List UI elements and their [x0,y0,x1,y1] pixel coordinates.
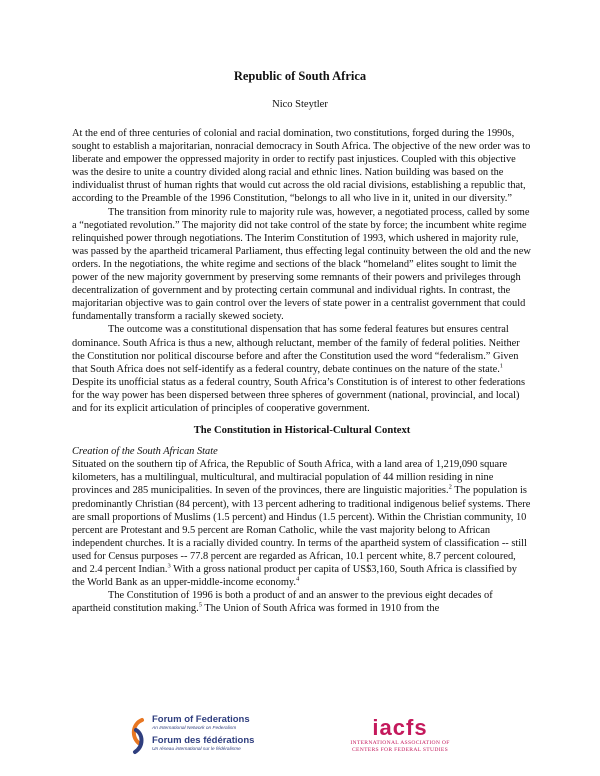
forum-logo-english-tagline: An International Network on Federalism [152,726,237,731]
document-title: Republic of South Africa [233,69,367,83]
page-footer [0,714,600,774]
paragraph-situation [72,458,532,589]
paragraph-situation-text-a: Situated on the southern tip of Africa, the Republic of South Africa, with a land area of 1,219,090 square kilometers, has a multilingual, multicultural, and multiracial population of 44 million residing in nine provinces and 285 municipalities. In seven of the provinces, there are linguistic majorities. [72,459,508,497]
paragraph-constitution-1996 [72,589,532,615]
forum-of-federations-logo [128,714,278,758]
paragraph-constitution-text-b: The Union of South Africa was formed in 1910 from the [201,603,440,615]
paragraph-transition: The transition from minority rule to majority rule was, however, a negotiated process, called by some a “negotiated revolution.” The majority did not take control of the state by force; the incumbent white regime relinquished power through negotiations. The Interim Constitution of 1993, which ushered in majority rule, was passed by the apartheid tricameral Parliament, thus effecting legal continuity between the old and the new orders. In the negotiations, the white regime and sections of the black “homeland” elites sought to limit the power of the new majority government by preserving some remnants of their powers and privileges through decentralization of government and by protecting certain communal and individual rights. In contrast, the majoritarian objective was to gain control over the levers of state power in a centralist government that could fundamentally transform a racially skewed society. [72,206,531,323]
paragraph-outcome [72,323,532,415]
section-heading: The Constitution in Historical-Cultural Context [193,425,411,437]
iacfs-logo-subtitle-2: CENTERS FOR FEDERAL STUDIES [351,747,448,753]
forum-logo-french-tagline: Un réseau international sur le fédéralisme [152,747,241,752]
footnote-ref-2[interactable]: 2 [448,483,452,491]
paragraph-outcome-text-b: Despite its unofficial status as a federal country, South Africa’s Constitution is of interest to other federations for the way power has been dispersed between three spheres of government (national, provincial, and local) and for its explicit articulation of principles of cooperative government. [72,376,526,414]
iacfs-logo-subtitle-1: INTERNATIONAL ASSOCIATION OF [350,740,450,746]
subsection-heading: Creation of the South African State [72,446,218,458]
paragraph-situation-text-b: The population is predominantly Christian (84 percent), with 13 percent adhering to traditional indigenous belief systems. There are small proportions of Muslims (1.5 percent) and Hindus (1.5 percent). Within the Christian community, 10 percent are Protestant and 9.5 percent are Roman Catholic, while the vast majority belong to African independent churches. It is a racially divided country. In terms of the apartheid system of classification -- still used for Census purposes -- 77.8 percent are regarded as African, 10.1 percent white, 8.7 percent coloured, and 2.4 percent Indian. [72,485,531,575]
forum-logo-english: Forum of Federations [152,714,250,725]
footnote-ref-4[interactable]: 4 [296,575,300,583]
footnote-ref-5[interactable]: 5 [198,601,202,609]
forum-logo-mark-icon [128,716,148,756]
footnote-ref-3[interactable]: 3 [167,562,171,570]
paragraph-outcome-text-a: The outcome was a constitutional dispensation that has some federal features but ensures central dominance. South Africa is thus a new, although reluctant, member of the family of federal polities. Neither the Constitution nor political discourse before and after the Constitution used the word “federalism.” Given that South Africa does not self-identify as a federal country, debate continues on the nature of the state. [72,324,520,375]
footnote-ref-1[interactable]: 1 [499,362,504,370]
paragraph-intro: At the end of three centuries of colonial and racial domination, two constitutions, forged during the 1990s, sought to establish a majoritarian, nonracial democracy in South Africa. The objective of the new order was to liberate and empower the oppressed majority in order to rectify past injustices. Coupled with this objective was the desire to unite a country divided along racial and ethnic lines. Nation building was based on the individualist thrust of human rights that would cut across the old racial divisions, establishing a republic that, according to the Preamble of the 1996 Constitution, “belongs to all who live in it, united in our diversity.” [72,128,531,205]
iacfs-logo-wordmark: iacfs [372,715,428,740]
paragraph-situation-text-c: With a gross national product per capita of US$3,160, South Africa is classified by the World Bank as an upper-middle-income economy. [72,564,518,589]
forum-logo-french: Forum des fédérations [152,735,255,746]
document-body [72,127,532,615]
document-author: Nico Steytler [272,99,328,110]
iacfs-logo [330,716,470,754]
paragraph-constitution-text-a: The Constitution of 1996 is both a product of and an answer to the previous eight decades of apartheid constitution making. [72,590,493,615]
